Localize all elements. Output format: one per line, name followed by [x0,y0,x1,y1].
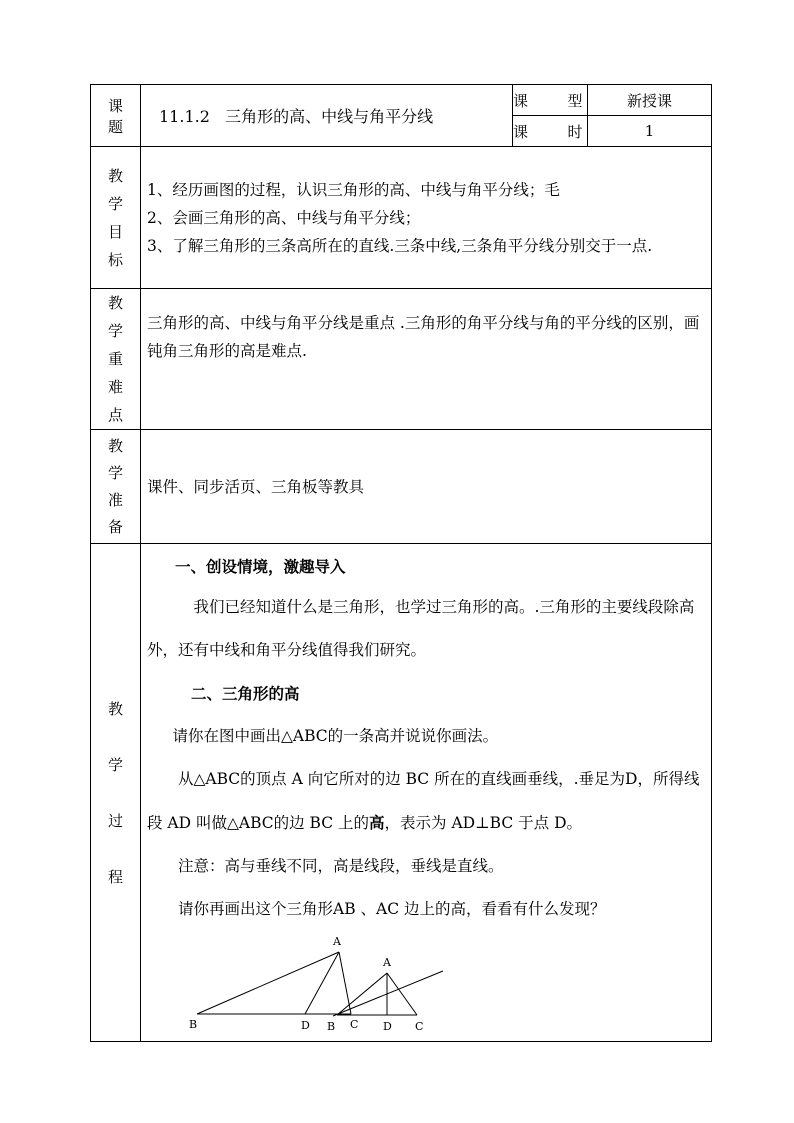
question-1: 请你在图中画出△ABC的一条高并说说你画法。 [172,727,499,745]
lesson-title: 11.1.2 三角形的高、中线与角平分线 [141,85,513,147]
goal-line: 2、会画三角形的高、中线与角平分线； [147,208,421,227]
process-content [141,544,712,1042]
label-a-2: A [383,956,391,969]
goal-line: 1、经历画图的过程，认识三角形的高、中线与角平分线；毛 [147,180,560,199]
goals-label: 教 学 目 标 [91,147,141,289]
focus-content [141,289,712,430]
label-a: A [333,935,341,948]
lesson-plan-table [90,84,712,1042]
topic-label: 课 题 [91,85,141,147]
figure-obtuse-triangle [197,952,351,1014]
process-row [91,544,712,1042]
triangle-figures [147,933,747,1033]
process-label: 教 学 过 程 [91,544,141,1042]
goals-content [141,147,712,289]
label-b-2: B [327,1020,336,1033]
note: 注意：高与垂线不同，高是线段，垂线是直线。 [178,857,504,875]
lesson-hours-key: 课 时 [513,116,588,147]
height-term: 高 [369,813,385,832]
height-definition: 从△ABC的顶点 A 向它所对的边 BC 所在的直线画垂线，.垂足为D，所得线段 AD 叫做△ABC的边 BC 上的高，表示为 AD⊥BC 于点 D。 [147,770,700,832]
header-row-1 [91,85,712,116]
goal-line: 3、了解三角形的三条高所在的直线.三条中线,三条角平分线分别交于一点. [147,236,653,255]
section-2-title: 二、三角形的高 [191,684,300,703]
side-ab-2 [333,971,443,1016]
goals-row [91,147,712,289]
lesson-type-value: 新授课 [588,85,712,116]
segment-ad [305,952,339,1014]
prep-row [91,430,712,544]
focus-row [91,289,712,430]
figure-acute-triangle [333,971,443,1016]
section-1-title: 一、创设情境，激趣导入 [175,557,346,576]
section-1-text: 我们已经知道什么是三角形，也学过三角形的高。.三角形的主要线段除高外，还有中线和角平分线值得我们研究。 [147,598,695,659]
lesson-type-key: 课 型 [513,85,588,116]
label-b: B [189,1018,198,1031]
fr-ac [387,973,417,1015]
prep-content [141,430,712,544]
focus-label: 教 学 重 难 点 [91,289,141,430]
label-d: D [301,1019,310,1032]
question-2: 请你再画出这个三角形AB 、AC 边上的高，看看有什么发现？ [178,900,606,918]
label-c: C [350,1018,359,1031]
prep-label: 教 学 准 备 [91,430,141,544]
lesson-hours-value: 1 [588,116,712,147]
side-ab [197,952,339,1014]
label-c-2: C [415,1020,424,1033]
label-d-2: D [383,1020,392,1033]
fig-right [337,973,417,1015]
focus-text: 三角形的高、中线与角平分线是重点 .三角形的角平分线与角的平分线的区别，画钝角三角形的高是难点. [147,314,700,360]
prep-text: 课件、同步活页、三角板等教具 [147,477,365,496]
